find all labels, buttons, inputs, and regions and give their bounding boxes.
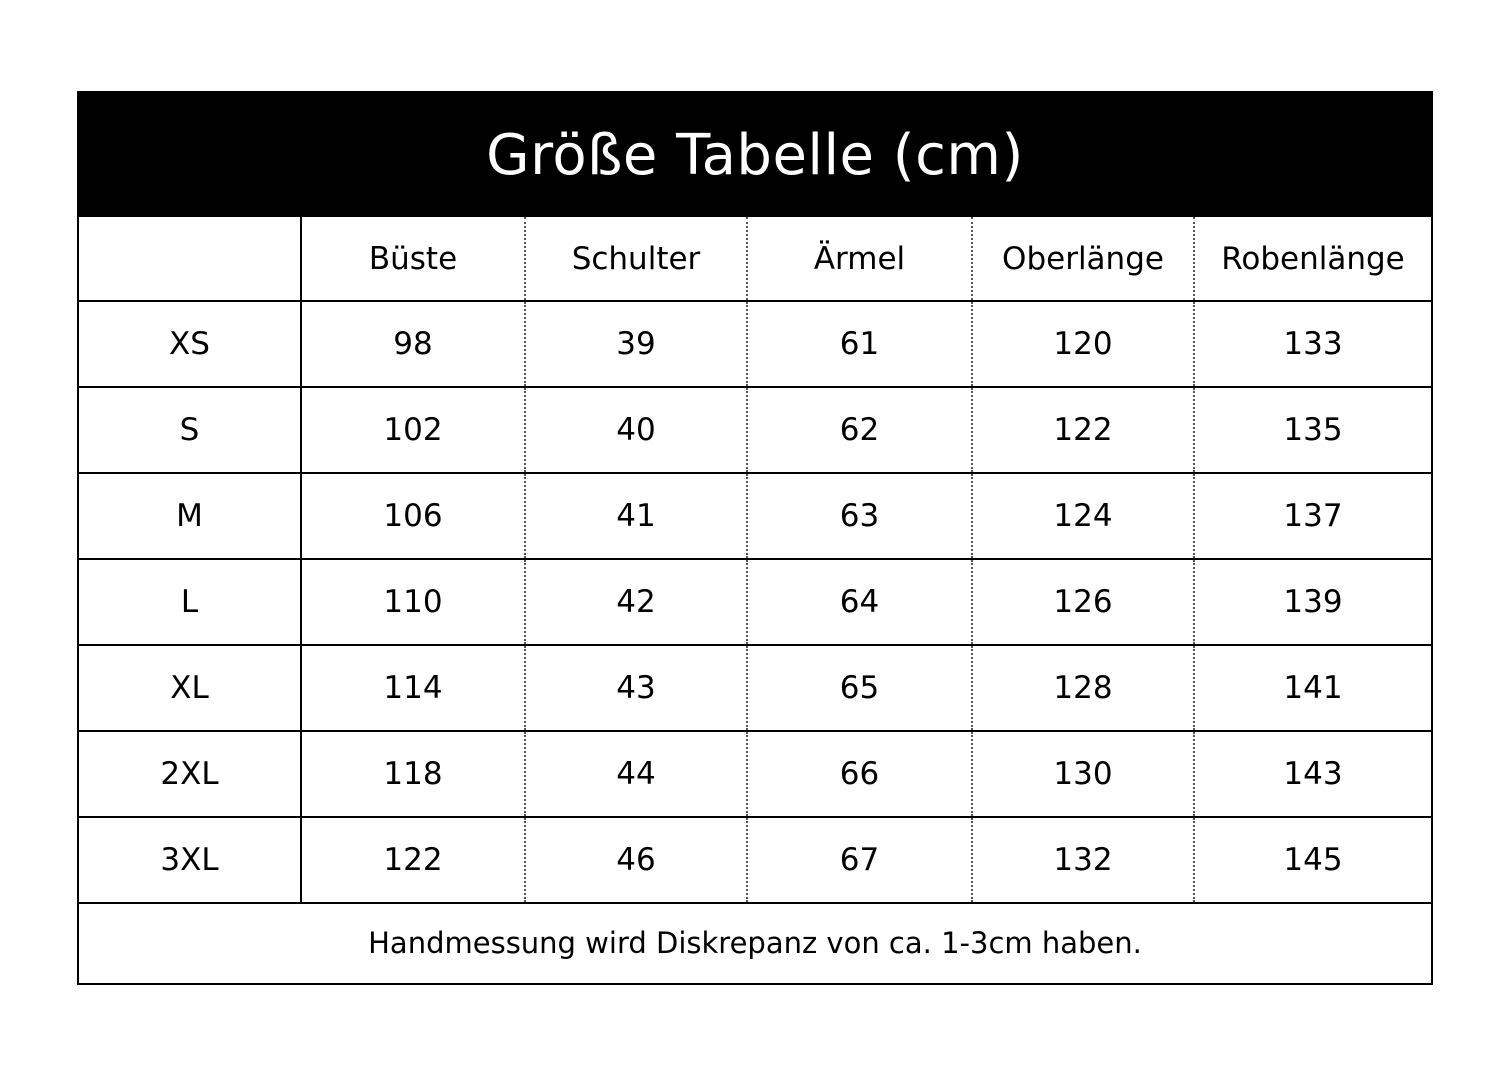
table-cell: 62 — [747, 387, 972, 473]
table-row — [79, 731, 1431, 817]
table-cell: 143 — [1194, 731, 1431, 817]
table-cell: 65 — [747, 645, 972, 731]
header-cell-blank — [79, 217, 301, 301]
header-cell-bust: Büste — [301, 217, 525, 301]
table-cell: 133 — [1194, 301, 1431, 387]
size-label-cell: S — [79, 387, 301, 473]
table-row — [79, 645, 1431, 731]
table-cell: 141 — [1194, 645, 1431, 731]
table-cell: 137 — [1194, 473, 1431, 559]
table-cell: 64 — [747, 559, 972, 645]
table-cell: 135 — [1194, 387, 1431, 473]
table-cell: 46 — [525, 817, 747, 903]
size-grid — [79, 217, 1431, 904]
chart-title: Größe Tabelle (cm) — [79, 93, 1431, 217]
size-label-cell: XL — [79, 645, 301, 731]
table-cell: 102 — [301, 387, 525, 473]
table-cell: 145 — [1194, 817, 1431, 903]
table-cell: 40 — [525, 387, 747, 473]
table-cell: 124 — [972, 473, 1194, 559]
table-cell: 139 — [1194, 559, 1431, 645]
table-cell: 98 — [301, 301, 525, 387]
table-row — [79, 301, 1431, 387]
table-cell: 41 — [525, 473, 747, 559]
size-chart-table — [77, 91, 1433, 985]
header-cell-sleeve: Ärmel — [747, 217, 972, 301]
table-cell: 61 — [747, 301, 972, 387]
size-label-cell: XS — [79, 301, 301, 387]
table-cell: 66 — [747, 731, 972, 817]
header-cell-top-length: Oberlänge — [972, 217, 1194, 301]
table-cell: 42 — [525, 559, 747, 645]
size-label-cell: 2XL — [79, 731, 301, 817]
table-row — [79, 473, 1431, 559]
table-row — [79, 387, 1431, 473]
table-cell: 122 — [972, 387, 1194, 473]
table-cell: 44 — [525, 731, 747, 817]
measurement-note: Handmessung wird Diskrepanz von ca. 1-3cm haben. — [368, 926, 1142, 960]
header-row — [79, 217, 1431, 301]
header-cell-robe-length: Robenlänge — [1194, 217, 1431, 301]
table-cell: 39 — [525, 301, 747, 387]
table-cell: 43 — [525, 645, 747, 731]
table-cell: 106 — [301, 473, 525, 559]
size-label-cell: M — [79, 473, 301, 559]
table-cell: 114 — [301, 645, 525, 731]
table-cell: 128 — [972, 645, 1194, 731]
table-cell: 122 — [301, 817, 525, 903]
table-cell: 132 — [972, 817, 1194, 903]
table-cell: 118 — [301, 731, 525, 817]
size-label-cell: L — [79, 559, 301, 645]
table-cell: 110 — [301, 559, 525, 645]
table-cell: 130 — [972, 731, 1194, 817]
table-cell: 63 — [747, 473, 972, 559]
table-cell: 120 — [972, 301, 1194, 387]
table-row — [79, 817, 1431, 903]
table-row — [79, 559, 1431, 645]
table-cell: 67 — [747, 817, 972, 903]
header-cell-shoulder: Schulter — [525, 217, 747, 301]
table-cell: 126 — [972, 559, 1194, 645]
size-label-cell: 3XL — [79, 817, 301, 903]
